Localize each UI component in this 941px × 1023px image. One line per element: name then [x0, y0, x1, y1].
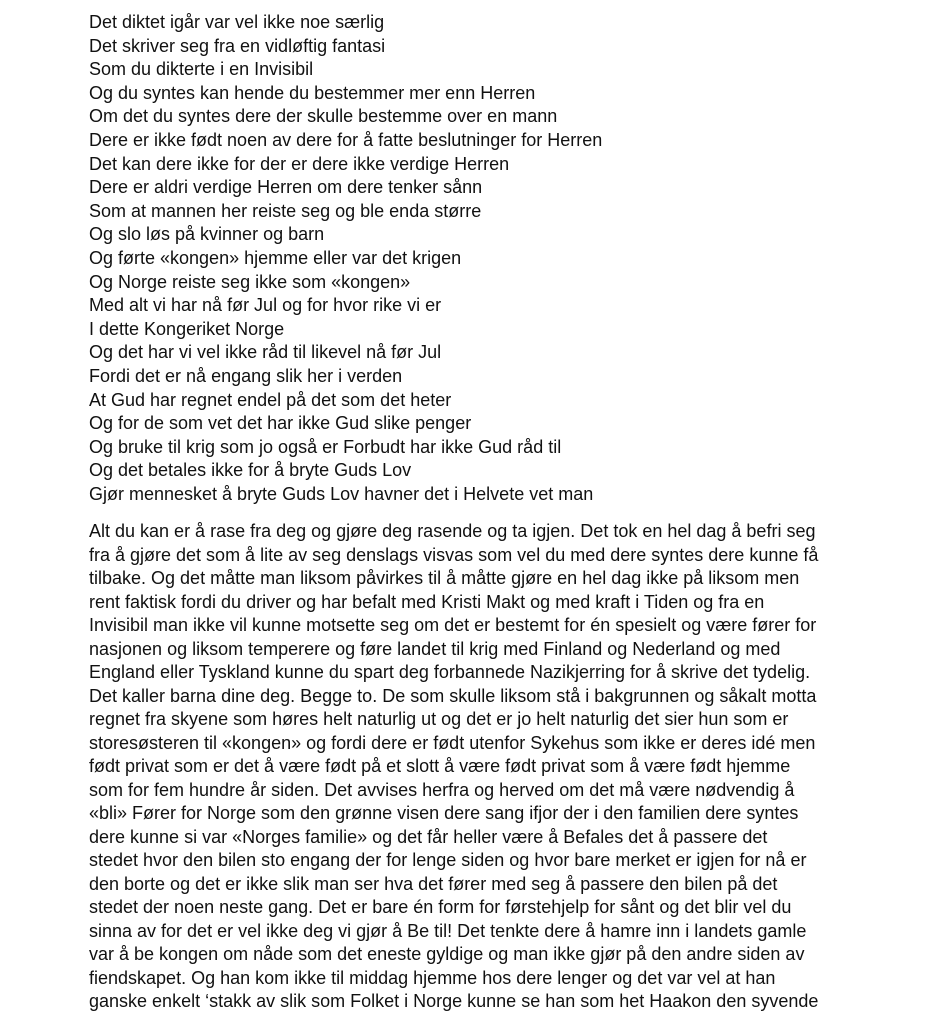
prose-line: England eller Tyskland kunne du spart deg forbannede Nazikjerring for å skrive det tydelig. [89, 662, 811, 683]
poem-line: Det diktet igår var vel ikke noe særlig [89, 12, 385, 32]
poem-line: Det skriver seg fra en vidløftig fantasi [89, 35, 386, 56]
document-page [89, 11, 869, 1014]
poem-line: Fordi det er nå engang slik her i verden [89, 365, 403, 386]
poem-line: Og Norge reiste seg ikke som «kongen» [89, 271, 411, 292]
prose-line: «bli» Fører for Norge som den grønne visen dere sang ifjor der i den familien dere syntes [89, 803, 799, 824]
prose-line: som for fem hundre år siden. Det avvises herfra og herved om det må være nødvendig å [89, 779, 795, 800]
poem-line: Som du dikterte i en Invisibil [89, 59, 314, 80]
poem-line: Og du syntes kan hende du bestemmer mer enn Herren [89, 82, 536, 103]
poem-line: Og bruke til krig som jo også er Forbudt har ikke Gud råd til [89, 436, 562, 457]
prose-line: sinna av for det er vel ikke deg vi gjør å Be til! Det tenkte dere å hamre inn i landets gamle [89, 920, 807, 941]
poem-line: Og for de som vet det har ikke Gud slike penger [89, 413, 472, 434]
poem-line: At Gud har regnet endel på det som det heter [89, 389, 452, 410]
prose-line: født privat som er det å være født på et slott å være født privat som å være født hjemme [89, 756, 791, 777]
prose-line: fiendskapet. Og han kom ikke til middag hjemme hos dere lenger og det var vel at han [89, 967, 776, 988]
poem-line: I dette Kongeriket Norge [89, 318, 285, 339]
prose-line: var å be kongen om nåde som det eneste gyldige og man ikke gjør på den andre siden av [89, 944, 805, 965]
prose-line: ganske enkelt ‘stakk av slik som Folket i Norge kunne se han som het Haakon den syvende [89, 991, 819, 1012]
prose-line: tilbake. Og det måtte man liksom påvirkes til å måtte gjøre en hel dag ikke på liksom men [89, 568, 800, 589]
prose-line: Alt du kan er å rase fra deg og gjøre deg rasende og ta igjen. Det tok en hel dag å befri seg [89, 521, 816, 542]
poem-block [89, 11, 869, 506]
poem-line: Gjør mennesket å bryte Guds Lov havner det i Helvete vet man [89, 483, 594, 504]
prose-line: nasjonen og liksom temperere og føre landet til krig med Finland og Nederland og med [89, 638, 781, 659]
prose-line: Invisibil man ikke vil kunne motsette seg om det er bestemt for én spesielt og være fører for [89, 615, 817, 636]
poem-line: Og det betales ikke for å bryte Guds Lov [89, 460, 412, 481]
prose-line: Det kaller barna dine deg. Begge to. De som skulle liksom stå i bakgrunnen og såkalt motta [89, 685, 817, 706]
prose-line: regnet fra skyene som høres helt naturlig ut og det er jo helt naturlig det sier hun som er [89, 709, 789, 730]
prose-line: stedet hvor den bilen sto engang der for lenge siden og hvor bare merket er igjen for nå er [89, 850, 807, 871]
prose-line: storesøsteren til «kongen» og fordi dere er født utenfor Sykehus som ikke er deres idé men [89, 732, 816, 753]
poem-line: Med alt vi har nå før Jul og for hvor rike vi er [89, 295, 442, 316]
poem-line: Og slo løs på kvinner og barn [89, 224, 325, 245]
prose-paragraph [89, 520, 869, 1014]
prose-line: rent faktisk fordi du driver og har befalt med Kristi Makt og med kraft i Tiden og fra en [89, 591, 765, 612]
poem-line: Om det du syntes dere der skulle bestemme over en mann [89, 106, 558, 127]
poem-line: Og førte «kongen» hjemme eller var det krigen [89, 247, 462, 268]
prose-line: fra å gjøre det som å lite av seg denslags visvas som vel du med dere syntes dere kunne få [89, 544, 819, 565]
poem-line: Og det har vi vel ikke råd til likevel nå før Jul [89, 342, 442, 363]
poem-line: Det kan dere ikke for der er dere ikke verdige Herren [89, 153, 510, 174]
poem-line: Dere er aldri verdige Herren om dere tenker sånn [89, 177, 483, 198]
poem-line: Dere er ikke født noen av dere for å fatte beslutninger for Herren [89, 129, 603, 150]
prose-line: den borte og det er ikke slik man ser hva det fører med seg å passere den bilen på det [89, 873, 778, 894]
prose-line: stedet der noen neste gang. Det er bare én form for førstehjelp for sånt og det blir vel du [89, 897, 792, 918]
prose-line: dere kunne si var «Norges familie» og det får heller være å Befales det å passere det [89, 826, 768, 847]
poem-line: Som at mannen her reiste seg og ble enda større [89, 200, 482, 221]
